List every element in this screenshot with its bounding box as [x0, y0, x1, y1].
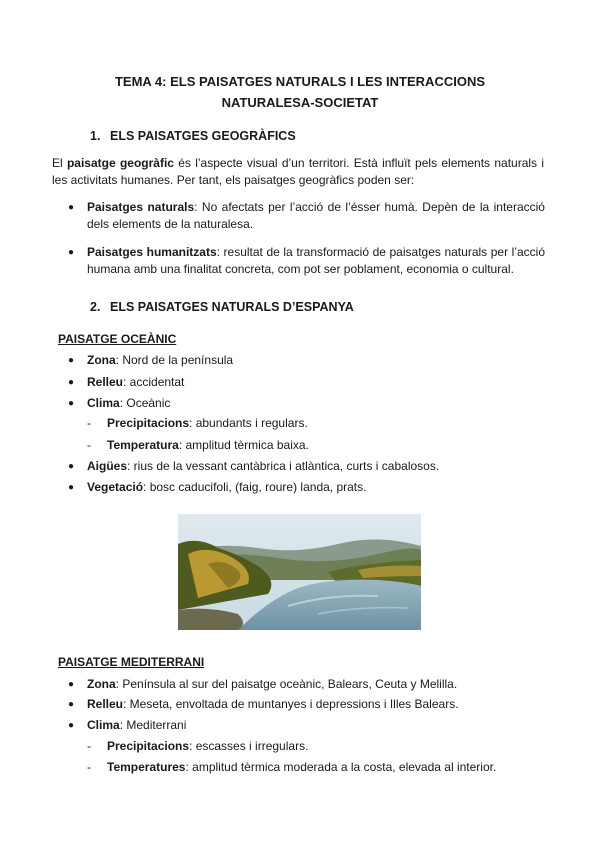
intro-text-end: és l’aspecte visual d’un territori. Està influït pels elements naturals i les activitats humanes. Per tant, els paisatges geogràfics poden ser:	[52, 156, 544, 187]
subitem-text: : abundants i regulars.	[189, 416, 308, 430]
intro-term: paisatge geogràfic	[66, 156, 174, 170]
river-landscape-image	[178, 514, 421, 630]
mediterranean-heading: PAISATGE MEDITERRANI	[58, 655, 205, 669]
item-term: Clima	[87, 396, 120, 410]
item-term: Vegetació	[87, 480, 144, 494]
bullet-dot: ●	[68, 482, 75, 493]
section-1-number: 1.	[90, 129, 101, 143]
bullet-dot: ●	[68, 720, 75, 731]
item-term: Zona	[87, 677, 116, 691]
oceanic-item-relleu	[68, 374, 185, 391]
oceanic-heading: PAISATGE OCEÀNIC	[58, 332, 177, 346]
item-term: Relleu	[87, 697, 124, 711]
dash-marker: -	[87, 739, 91, 753]
section-1-heading	[90, 128, 296, 145]
intro-paragraph	[52, 155, 544, 189]
item-term: Relleu	[87, 375, 124, 389]
item-text: : Meseta, envoltada de muntanyes i depressions i Illes Balears.	[123, 697, 459, 711]
bullet-dot: ●	[68, 679, 75, 690]
bullet-dot: ●	[68, 377, 75, 388]
title-line-1: TEMA 4: ELS PAISATGES NATURALS I LES INTERACCIONS	[114, 74, 486, 89]
item-term: Zona	[87, 353, 116, 367]
item-term: Aigües	[87, 459, 128, 473]
item-term: Clima	[87, 718, 120, 732]
subitem-text: : escasses i irregulars.	[189, 739, 309, 753]
subitem-term: Precipitacions	[107, 416, 190, 430]
item-text: : bosc caducifoli, (faig, roure) landa, prats.	[143, 480, 367, 494]
subitem-text: : amplitud tèrmica moderada a la costa, elevada al interior.	[185, 760, 497, 774]
item-text: : accidentat	[123, 375, 185, 389]
bullet-text: : No afectats per l’acció de l’ésser humà. Depèn de la interacció dels elements de la naturalesa.	[87, 200, 545, 231]
mediterranean-subitem-precipitacions	[87, 738, 309, 755]
item-text: : Oceànic	[119, 396, 171, 410]
oceanic-item-aigues	[68, 458, 440, 475]
bullet-dot: ●	[68, 355, 75, 366]
subitem-text: : amplitud tèrmica baixa.	[178, 438, 309, 452]
title-line-2: NATURALESA-SOCIETAT	[221, 95, 379, 110]
mediterranean-subitem-temperatures	[87, 759, 497, 776]
bullet-dot: ●	[68, 398, 75, 409]
intro-text-start: El	[52, 156, 67, 170]
document-title	[0, 71, 600, 113]
bullet-text: : resultat de la transformació de paisatges naturals per l’acció humana amb una finalitat concreta, com pot ser poblament, economia o cultural.	[87, 245, 546, 276]
oceanic-subitem-temperatura	[87, 437, 309, 454]
item-text: : Nord de la península	[115, 353, 234, 367]
bullet-term: Paisatges naturals	[87, 200, 195, 214]
subitem-term: Precipitacions	[107, 739, 190, 753]
oceanic-item-zona	[68, 352, 234, 369]
section-1-title: ELS PAISATGES GEOGRÀFICS	[110, 129, 296, 143]
bullet-dot: ●	[68, 202, 75, 213]
dash-marker: -	[87, 438, 91, 452]
section-2-title: ELS PAISATGES NATURALS D’ESPANYA	[110, 300, 354, 314]
mediterranean-item-clima	[68, 717, 187, 734]
bullet-dot: ●	[68, 699, 75, 710]
item-text: : rius de la vessant cantàbrica i atlàntica, curts i cabalosos.	[127, 459, 440, 473]
section-2-heading	[90, 299, 354, 316]
oceanic-subitem-precipitacions	[87, 415, 308, 432]
subitem-term: Temperatures	[107, 760, 186, 774]
oceanic-landscape-photo	[178, 514, 421, 630]
dash-marker: -	[87, 416, 91, 430]
subitem-term: Temperatura	[107, 438, 179, 452]
oceanic-item-clima	[68, 395, 171, 412]
bullet-dot: ●	[68, 247, 75, 258]
bullet-paisatges-humanitzats	[68, 244, 546, 278]
oceanic-item-vegetacio	[68, 479, 367, 496]
bullet-term: Paisatges humanitzats	[87, 245, 217, 259]
mediterranean-item-relleu	[68, 696, 459, 713]
dash-marker: -	[87, 760, 91, 774]
mediterranean-item-zona	[68, 676, 458, 693]
section-2-number: 2.	[90, 300, 101, 314]
bullet-dot: ●	[68, 461, 75, 472]
item-text: : Mediterrani	[119, 718, 187, 732]
item-text: : Península al sur del paisatge oceànic, Balears, Ceuta y Melilla.	[115, 677, 458, 691]
bullet-paisatges-naturals	[68, 199, 545, 233]
